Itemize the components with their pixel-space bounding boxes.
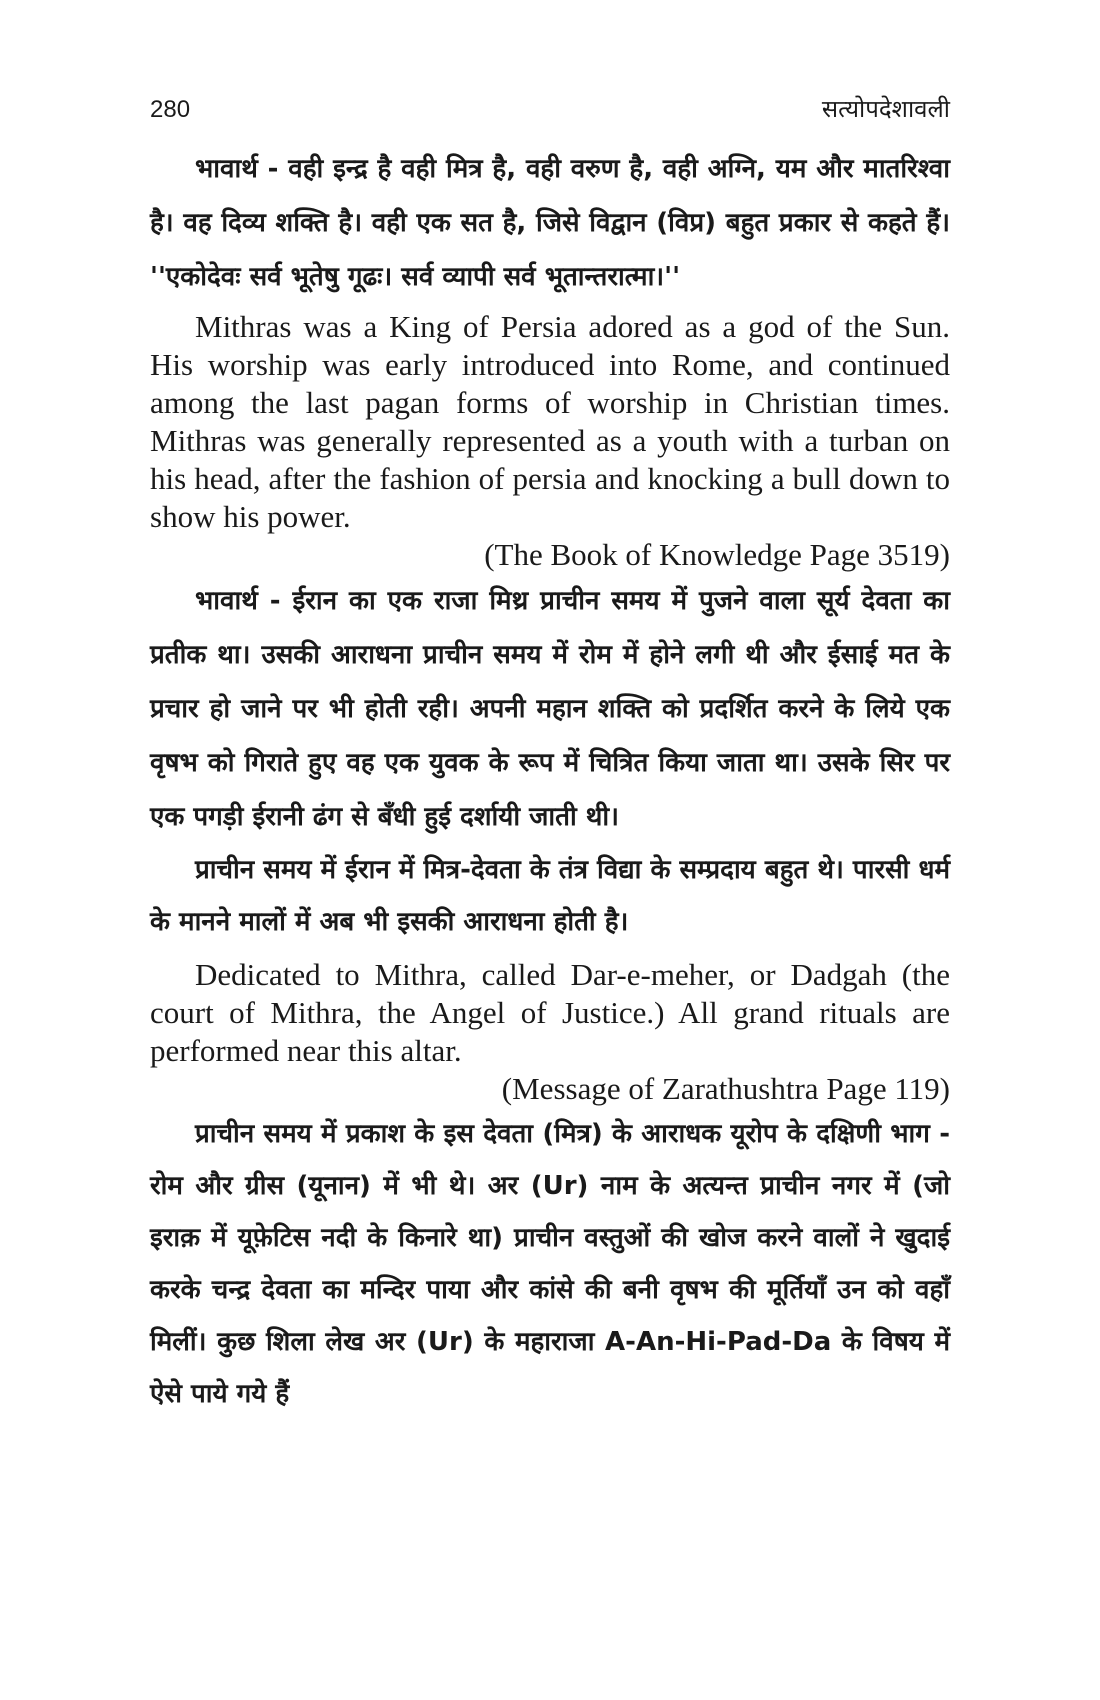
book-page: [150, 92, 950, 1420]
english-paragraph-1: Mithras was a King of Persia adored as a god of the Sun. His worship was early introduced into Rome, and continued among the last pagan forms of worship in Christian times. Mithras was generally represented as a youth with a turban on his head, after the fashion of persia and knocking a bull down to show his power.: [150, 309, 950, 534]
page-number: 280: [150, 96, 191, 123]
english-paragraph-2: Dedicated to Mithra, called Dar-e-meher, or Dadgah (the court of Mithra, the Angel of Justice.) All grand rituals are performed near this altar.: [150, 957, 950, 1068]
hindi-paragraph-2: भावार्थ - ईरान का एक राजा मिथ्र प्राचीन समय में पुजने वाला सूर्य देवता का प्रतीक था। उसकी आराधना प्राचीन समय में रोम में होने लगी थी और ईसाई मत के प्रचार हो जाने पर भी होती रही। अपनी महान शक्ति को प्रदर्शित करने के लिये एक वृषभ को गिराते हुए वह एक युवक के रूप में चित्रित किया जाता था। उसके सिर पर एक पगड़ी ईरानी ढंग से बँधी हुई दर्शायी जाती थी।: [150, 586, 950, 832]
hindi-paragraph-4: प्राचीन समय में प्रकाश के इस देवता (मित्र) के आराधक यूरोप के दक्षिणी भाग - रोम और ग्रीस (यूनान) में भी थे। अर (Ur) नाम के अत्यन्त प्राचीन नगर में (जो इराक़ में यूफ़ेटिस नदी के किनारे था) प्राचीन वस्तुओं की खोज करने वालों ने खुदाई करके चन्द्र देवता का मन्दिर पाया और कांसे की बनी वृषभ की मूर्तियाँ उन को वहाँ मिलीं। कुछ शिला लेख अर (Ur) के महाराजा A-An-Hi-Pad-Da के विषय में ऐसे पाये गये हैं: [150, 1119, 950, 1409]
page-header: [150, 92, 950, 132]
citation-2: (Message of Zarathushtra Page 119): [501, 1071, 950, 1106]
citation-1: (The Book of Knowledge Page 3519): [484, 537, 950, 572]
hindi-paragraph-3: प्राचीन समय में ईरान में मित्र-देवता के तंत्र विद्या के सम्प्रदाय बहुत थे। पारसी धर्म के मानने मालों में अब भी इसकी आराधना होती है।: [150, 855, 950, 937]
running-head: सत्योपदेशावली: [821, 95, 950, 123]
hindi-paragraph-1: भावार्थ - वही इन्द्र है वही मित्र है, वही वरुण है, वही अग्नि, यम और मातरिश्वा है। वह दिव्य शक्ति है। वही एक सत है, जिसे विद्वान (विप्र) बहुत प्रकार से कहते हैं। ''एकोदेवः सर्व भूतेषु गूढः। सर्व व्यापी सर्व भूतान्तरात्मा।'': [150, 154, 950, 292]
